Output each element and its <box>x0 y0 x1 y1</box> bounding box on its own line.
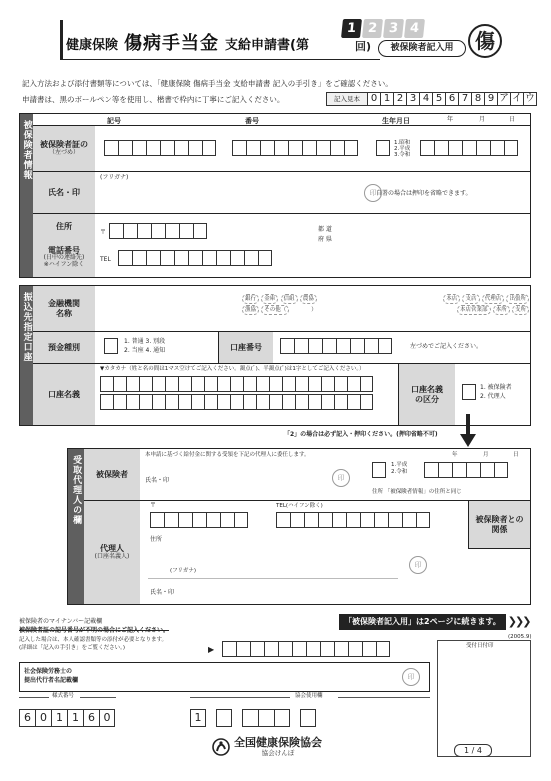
proxy-day-unit: 日 <box>513 452 519 458</box>
pref-suffix-line: 府 県 <box>318 236 332 243</box>
holder-type-label-line: 口座名義 <box>411 385 443 395</box>
continue-banner-text: 「被保険者記入用」は2ページに続きます。 <box>339 614 506 630</box>
delegate-text: 本申請に基づく給付金に関する受領を下記の代理人に委任します。 <box>145 452 310 458</box>
form-revision: (2005.9) <box>508 634 532 640</box>
office-use-label: 協会使用欄 <box>295 693 323 699</box>
sharoshi-label <box>24 667 78 685</box>
form-number-cells <box>19 709 115 727</box>
birth-month-unit: 月 <box>479 116 486 123</box>
proxy-insured-name-input[interactable] <box>180 470 320 492</box>
name-input[interactable] <box>100 184 360 208</box>
branch-type-option[interactable]: 本所 <box>493 305 510 315</box>
divider <box>33 363 530 364</box>
page-tab-3: 3 <box>383 19 404 38</box>
account-number-input[interactable] <box>280 338 392 354</box>
proxy-insured-name-label: 氏名・印 <box>145 477 170 484</box>
divider <box>33 171 530 172</box>
era-option: 1.昭和 <box>394 140 411 146</box>
inst-type-option[interactable]: 農協 <box>300 294 317 304</box>
divider <box>19 697 49 698</box>
agent-address-input[interactable] <box>165 535 465 555</box>
signature-note: 自署の場合は押印を省略できます。 <box>376 190 472 197</box>
inst-type-option[interactable]: 金庫 <box>261 294 278 304</box>
account-holder-note: ▼カタカナ（姓と名の間は1マス空けてご記入ください。濁点(ﾞ)、半濁点(ﾟ)は1字としてご記入ください。） <box>100 366 365 372</box>
holder-type-option: 1. 被保険者 <box>480 384 512 391</box>
institution-label-line: 名称 <box>56 308 72 318</box>
agent-address-label: 住所 <box>150 536 163 543</box>
holder-type-label <box>399 364 455 425</box>
birth-date-input[interactable] <box>420 140 518 156</box>
page-tab-4: 4 <box>404 19 425 38</box>
form-digit: 0 <box>99 709 115 727</box>
mynumber-note-2: 記入した場合は、本人確認書類等の添付が必要となります。 <box>19 637 168 643</box>
agent-furigana-label: (フリガナ) <box>170 568 197 574</box>
postal-mark: 〒 <box>100 229 107 236</box>
divider <box>33 213 530 214</box>
proxy-era-option: 2.令和 <box>391 469 408 475</box>
page-tabs <box>342 19 424 38</box>
inst-type-option[interactable]: 信組 <box>281 294 298 304</box>
office-cell <box>300 709 316 727</box>
birth-year-unit: 年 <box>447 116 454 123</box>
birth-era-options <box>394 140 410 158</box>
office-digit: 1 <box>190 709 206 727</box>
agent-seal[interactable]: 印 <box>409 556 427 574</box>
address-input[interactable] <box>350 223 525 245</box>
sharoshi-label-line: 提出代行者名記載欄 <box>24 677 79 684</box>
branch-type-option[interactable]: 代理店 <box>482 294 505 304</box>
institution-name-input[interactable] <box>100 291 240 325</box>
form-type-badge: 傷 <box>468 24 502 58</box>
kyokai-logo-icon <box>212 738 230 756</box>
birth-era-input[interactable] <box>376 140 390 156</box>
proxy-insured-seal[interactable]: 印 <box>332 469 350 487</box>
proxy-year-unit: 年 <box>452 452 458 458</box>
pointer-arrow-icon: ▶ <box>208 645 215 654</box>
agent-tel-label: TEL(ハイフン除く) <box>276 503 323 509</box>
holder-type-input[interactable] <box>462 384 476 400</box>
holder-type-label-line: の区分 <box>415 394 439 404</box>
organization-logo <box>212 737 322 757</box>
title-insurance: 健康保険 <box>66 38 119 53</box>
inst-type-paren: ） <box>311 307 317 313</box>
agent-label-text: 代理人 <box>100 544 124 554</box>
holder-type-options <box>480 383 512 401</box>
form-digit: 1 <box>67 709 83 727</box>
sample-label: 記入見本 <box>326 92 368 106</box>
sample-char: 3 <box>407 92 420 106</box>
deposit-type-options <box>124 337 165 355</box>
case2-note: 「2」の場合は必ず記入・押印ください。(押印省略不可) <box>284 431 438 438</box>
deposit-option: 2. 当座 4. 通知 <box>124 347 166 354</box>
form-digit: 6 <box>19 709 35 727</box>
name-furigana-label: (フリガナ) <box>100 174 129 181</box>
proxy-era-input[interactable] <box>372 462 386 478</box>
furigana-rule <box>148 578 398 579</box>
sample-char: 5 <box>433 92 446 106</box>
branch-type-option[interactable]: 出張所 <box>506 294 529 304</box>
divider <box>33 125 530 126</box>
sample-char: 4 <box>420 92 433 106</box>
sample-char: 0 <box>368 92 381 106</box>
sample-char: 6 <box>446 92 459 106</box>
intro-line-2: 申請書は、黒のボールペン等を使用し、楷書で枠内に丁寧にご記入ください。 <box>22 95 285 104</box>
continue-banner <box>339 614 529 630</box>
symbol-header: 記号 <box>107 117 121 125</box>
agent-postal-mark: 〒 <box>150 502 157 509</box>
agent-postal-input[interactable] <box>150 512 248 528</box>
branch-type-option[interactable]: 支店 <box>462 294 479 304</box>
deposit-type-input[interactable] <box>104 338 118 354</box>
receipt-label: 受付日付印 <box>466 643 494 649</box>
title-form: 支給申請書(第 <box>225 38 309 53</box>
account-number-label: 口座番号 <box>219 332 273 363</box>
proxy-month-unit: 月 <box>483 452 489 458</box>
divider <box>33 331 530 332</box>
insured-section-label: 被保険者情報 <box>20 114 33 277</box>
role-badge: 被保険者記入用 <box>378 40 466 57</box>
form-digit: 1 <box>51 709 67 727</box>
agent-label-sub: (口座名義人) <box>94 552 130 560</box>
divider <box>190 697 290 698</box>
prefecture-suffix <box>318 225 332 245</box>
card-label <box>33 126 95 171</box>
era-option: 2.平成 <box>394 146 411 152</box>
page-tab-2: 2 <box>362 19 383 38</box>
card-label-text: 被保険者証の <box>40 140 88 150</box>
mynumber-input[interactable] <box>222 641 390 657</box>
sample-char: 9 <box>485 92 498 106</box>
institution-label <box>33 286 95 331</box>
address-label: 住所 <box>56 222 72 232</box>
name-label: 氏名・印 <box>33 172 95 213</box>
phone-sub: (日中の連絡先) <box>43 253 85 261</box>
sample-char: ウ <box>525 93 535 104</box>
institution-label-line: 金融機関 <box>48 299 80 309</box>
mynumber-label: 被保険者のマイナンバー記載欄 <box>19 618 103 625</box>
office-cells <box>242 709 290 727</box>
account-holder-row-1[interactable] <box>100 376 373 392</box>
branch-type-option[interactable]: 本店営業部 <box>457 305 491 315</box>
birth-header: 生年月日 <box>382 117 410 125</box>
proxy-era-option: 1.平成 <box>391 462 408 468</box>
deposit-option: 1. 普通 3. 別段 <box>124 338 166 345</box>
bank-section-label: 振込先指定口座 <box>20 286 33 425</box>
proxy-address-same-note: 住所 「被保険者情報」の住所と同じ <box>372 489 462 495</box>
agent-label <box>84 501 140 604</box>
title-benefit: 傷病手当金 <box>124 33 220 54</box>
title-underline <box>60 59 380 60</box>
deposit-type-label: 預金種別 <box>33 332 95 363</box>
page-indicator: 1 / 4 <box>454 744 492 757</box>
birth-day-unit: 日 <box>509 116 516 123</box>
holder-type-option: 2. 代理人 <box>480 393 506 400</box>
sharoshi-label-line: 社会保険労務士の <box>24 668 73 675</box>
mynumber-note-1: 被保険者証の記号番号が不明の場合にご記入ください。 <box>19 627 170 634</box>
organization-name: 全国健康保険協会 <box>234 736 322 749</box>
inst-type-option[interactable]: その他（ <box>261 305 289 315</box>
relation-label-line: 被保険者との <box>475 515 524 525</box>
agent-name-input[interactable] <box>185 583 395 601</box>
inst-type-option[interactable]: 漁協 <box>242 305 259 315</box>
institution-type-options <box>242 293 322 315</box>
account-holder-label: 口座名義 <box>33 364 95 425</box>
chevrons-icon: ❯❯❯ <box>507 614 530 628</box>
branch-type-option[interactable]: 支所 <box>512 305 529 315</box>
agent-tel-input[interactable] <box>276 512 430 528</box>
down-arrow-icon <box>460 414 476 448</box>
account-number-note: 左づめでご記入ください。 <box>410 343 483 350</box>
tel-label: TEL <box>100 256 111 263</box>
proxy-date-input[interactable] <box>424 462 508 478</box>
divider <box>84 500 530 501</box>
address-phone-label <box>33 214 95 277</box>
branch-type-options <box>441 293 529 315</box>
sample-char: イ <box>512 93 522 104</box>
phone-label: 電話番号 <box>48 245 80 255</box>
inst-type-option[interactable]: 銀行 <box>242 294 259 304</box>
title-kai: 回) <box>355 40 372 53</box>
proxy-section-label: 受取代理人の欄 <box>68 449 84 604</box>
pref-suffix-line: 都 道 <box>318 226 332 233</box>
agent-name-label: 氏名・印 <box>150 589 175 596</box>
form-digit: 6 <box>83 709 99 727</box>
title-rule <box>60 20 63 60</box>
office-cell <box>216 709 232 727</box>
sample-char: 2 <box>394 92 407 106</box>
card-symbol-input[interactable] <box>104 140 216 156</box>
sharoshi-name-input[interactable] <box>120 665 390 689</box>
mynumber-note-3: (詳細は「記入の手引き」をご覧ください。) <box>19 645 126 651</box>
relation-label-line: 関係 <box>491 524 508 534</box>
sample-char: 1 <box>381 92 394 106</box>
phone-input[interactable] <box>118 250 272 266</box>
divider <box>338 697 430 698</box>
insured-seal[interactable]: 印 <box>364 184 382 202</box>
sample-characters <box>368 92 537 106</box>
sample-char: 7 <box>459 92 472 106</box>
divider <box>80 697 116 698</box>
phone-sub: ※ハイフン除く <box>43 260 85 268</box>
intro-line-1: 記入方法および添付書類等については、「健康保険 傷病手当金 支給申請書 記入の手引き」をご確認ください。 <box>22 79 393 88</box>
card-label-sub: （左づめ） <box>48 148 79 156</box>
sharoshi-seal[interactable]: 印 <box>402 668 420 686</box>
proxy-era-options <box>391 462 407 476</box>
form-number-label: 様式番号 <box>52 693 75 699</box>
era-option: 3.令和 <box>394 152 411 158</box>
postal-code-input[interactable] <box>109 223 207 239</box>
organization-sub: 協会けんぽ <box>261 748 295 757</box>
account-holder-row-2[interactable] <box>100 394 373 410</box>
sample-char: ア <box>499 93 509 104</box>
page-title <box>66 34 309 55</box>
proxy-insured-label: 被保険者 <box>84 449 140 500</box>
page-tab-1: 1 <box>341 19 362 38</box>
branch-type-option[interactable]: 本店 <box>443 294 460 304</box>
branch-name-input[interactable] <box>330 291 440 325</box>
sample-char: 8 <box>472 92 485 106</box>
number-header: 番号 <box>245 117 259 125</box>
receipt-stamp-area <box>437 640 531 757</box>
form-digit: 0 <box>35 709 51 727</box>
relation-label <box>469 501 530 549</box>
card-number-input[interactable] <box>232 140 358 156</box>
